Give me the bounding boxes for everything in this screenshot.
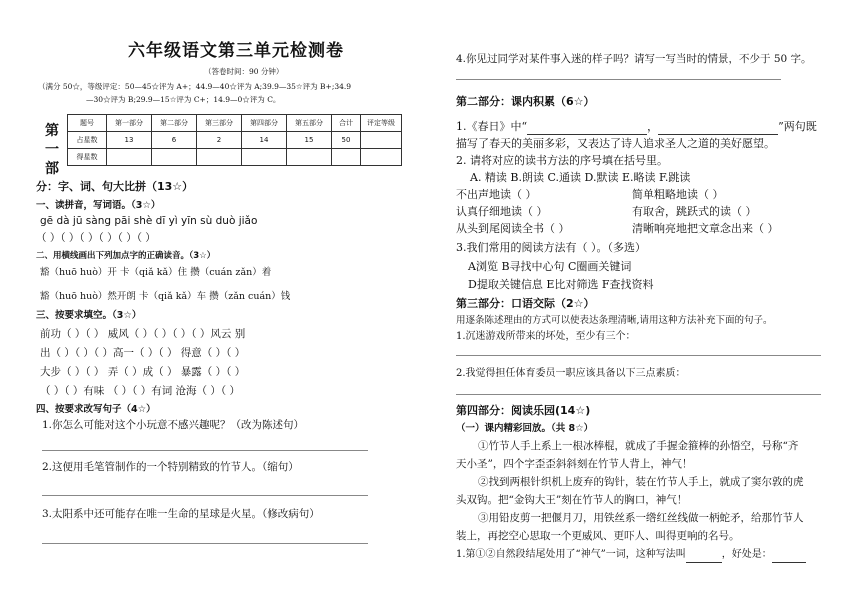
p2-q3-options: A浏览 B寻找中心句 C圈画关键词 <box>468 260 632 273</box>
p4-subtitle: （一）课内精彩回放。（共 8☆） <box>456 423 594 434</box>
q2-line[interactable]: 豁（huō huò）然开朗 卡（qiǎ kǎ）车 攒（zǎn cuán）钱 <box>40 291 291 302</box>
table-cell: 50 <box>332 132 361 149</box>
scoring-rule-2: —30☆评为 B;29.9—15☆评为 C+；14.9—0☆评为 C。 <box>86 95 281 104</box>
p2-q1-comma: ， <box>647 120 659 133</box>
table-cell: 14 <box>242 132 287 149</box>
score-input-cell[interactable] <box>197 149 242 166</box>
answer-line[interactable] <box>42 450 368 451</box>
part1-label-char: 第 <box>45 123 59 139</box>
table-header-cell: 第二部分 <box>152 115 197 132</box>
table-header-cell: 合计 <box>332 115 361 132</box>
pinyin-answer-blanks[interactable]: （ ）（ ）（ ）（ ）（ ）（ ） <box>36 232 156 244</box>
q4-item: 1.你怎么可能对这个小玩意不感兴趣呢？（改为陈述句） <box>42 419 305 431</box>
part1-title: 分：字、词、句大比拼（13☆） <box>36 180 194 193</box>
table-cell: 6 <box>152 132 197 149</box>
score-input-cell[interactable] <box>152 149 197 166</box>
reading-method-item[interactable]: 有取舍，跳跃式的读（ ） <box>632 205 757 218</box>
passage-line: ③用铅皮剪一把偃月刀，用铁丝系一绺红丝线做一柄蛇矛，给那竹节人 <box>478 512 804 524</box>
pinyin-line: gē dà jū sàng pāi shè dī yì yīn sù duò jiǎo <box>40 215 258 227</box>
q3-title: 三、按要求填空。（3☆） <box>36 310 142 321</box>
table-cell: 13 <box>107 132 152 149</box>
score-input-cell[interactable] <box>242 149 287 166</box>
q4-item: 4.你见过同学对某件事入迷的样子吗？请写一写当时的情景，不少于 50 字。 <box>456 53 812 65</box>
q2-title: 二、用横线画出下列加点字的正确读音。（3☆） <box>36 251 216 261</box>
q4-title: 四、按要求改写句子（4☆） <box>36 404 156 415</box>
p4-q1-line <box>456 548 806 563</box>
table-cell <box>361 132 402 149</box>
scoring-rule-1: （满分 50☆，等级评定：50—45☆评为 A+；44.9—40☆评为 A;39.9—35☆评为 B+;34.9 <box>38 82 352 91</box>
p2-q3-options: D提取关键信息 E比对筛选 F查找资料 <box>468 278 654 291</box>
passage-line: ②找到两根针织机上废弃的钩针，装在竹节人手上，就成了窦尔敦的虎 <box>478 476 804 488</box>
exam-duration: （答卷时间：90 分钟） <box>204 67 284 76</box>
p3-q2: 2.我觉得担任体育委员一职应该具备以下三点素质： <box>456 368 686 379</box>
score-input-cell[interactable] <box>287 149 332 166</box>
table-row <box>68 115 402 132</box>
score-input-cell[interactable] <box>332 149 361 166</box>
q1-title: 一、读拼音，写词语。（3☆） <box>36 200 161 211</box>
p2-q1-suffix: ”两句既 <box>778 120 817 133</box>
reading-method-item[interactable]: 简单粗略地读（ ） <box>632 188 724 201</box>
q4-item: 3.太阳系中还可能存在唯一生命的星球是火星。（修改病句） <box>42 508 320 520</box>
answer-line[interactable] <box>456 394 821 395</box>
reading-method-item[interactable]: 清晰响亮地把文章念出来（ ） <box>632 222 779 235</box>
part1-label-char: 一 <box>45 142 59 158</box>
answer-line[interactable] <box>456 355 821 356</box>
passage-line: 头双钩。把“金钩大王”刻在竹节人的胸口，神气！ <box>456 494 688 506</box>
p2-q1-cont: 描写了春天的美丽多彩，又表达了诗人追求圣人之道的美好愿望。 <box>456 137 775 150</box>
part3-title: 第三部分：口语交际（2☆） <box>456 297 595 310</box>
table-cell: 15 <box>287 132 332 149</box>
table-header-cell: 第五部分 <box>287 115 332 132</box>
answer-line[interactable] <box>42 543 368 544</box>
p3-q1: 1.沉迷游戏所带来的坏处，至少有三个： <box>456 331 636 342</box>
passage-line: ①竹节人手上系上一根冰棒棍，就成了手握金箍棒的孙悟空，号称“齐 <box>478 440 799 452</box>
p4-q1-text: 1.第①②自然段结尾处用了“神气”一词，这种写法叫 <box>456 549 686 560</box>
table-row <box>68 149 402 166</box>
p2-q3[interactable]: 3.我们常用的阅读方法有（ ）。（多选） <box>456 241 646 254</box>
reading-method-item[interactable]: 从头到尾阅读全书（ ） <box>456 222 570 235</box>
q3-line[interactable]: 前功（ ）（ ） 威风（ ）（ ）（ ）（ ）风云 别 <box>40 328 246 340</box>
technique-blank[interactable] <box>686 548 722 563</box>
table-row-label: 占星数 <box>68 132 107 149</box>
part1-label-char: 部 <box>45 161 59 177</box>
passage-line: 天小圣”，四个字歪歪斜斜刻在竹节人背上，神气！ <box>456 458 693 470</box>
score-table <box>67 114 402 166</box>
part2-title: 第二部分：课内积累（6☆） <box>456 95 595 108</box>
part4-title: 第四部分：阅读乐园(14☆) <box>456 404 591 417</box>
score-input-cell[interactable] <box>107 149 152 166</box>
passage-line: 装上，再挖空心思取一个更威风、更吓人、叫得更响的名号。 <box>456 530 740 542</box>
q4-item: 2.这便用毛笔管制作的一个特别精致的竹节人。（缩句） <box>42 461 299 473</box>
p2-q2: 2. 请将对应的读书方法的序号填在括号里。 <box>456 154 668 167</box>
table-row-label: 得星数 <box>68 149 107 166</box>
score-input-cell[interactable] <box>361 149 402 166</box>
benefit-blank[interactable] <box>772 548 806 563</box>
table-cell: 2 <box>197 132 242 149</box>
q3-line[interactable]: 出（ ）（ ）（ ）高一（ ）（ ） 得意（ ）（ ） <box>40 347 246 359</box>
table-header-cell: 第三部分 <box>197 115 242 132</box>
poem-blank-2[interactable] <box>658 120 778 135</box>
p4-q1-text-tail: ，好处是： <box>721 549 772 560</box>
p2-q1-prefix: 1.《春日》中“ <box>456 120 528 133</box>
answer-line[interactable] <box>42 495 368 496</box>
reading-method-item[interactable]: 不出声地读（ ） <box>456 188 537 201</box>
p3-intro: 用逐条陈述理由的方式可以使表达条理清晰,请用这种方法补充下面的句子。 <box>456 315 773 326</box>
table-header-cell: 题号 <box>68 115 107 132</box>
table-header-cell: 评定等级 <box>361 115 402 132</box>
poem-blank-1[interactable] <box>527 120 647 135</box>
p2-q1-line <box>456 120 817 135</box>
page-title: 六年级语文第三单元检测卷 <box>128 41 344 61</box>
reading-method-item[interactable]: 认真仔细地读（ ） <box>456 205 548 218</box>
table-header-cell: 第四部分 <box>242 115 287 132</box>
answer-line[interactable] <box>456 79 781 80</box>
q3-line[interactable]: 大步（ ）（ ） 弄（ ）成（ ） 暴露（ ）（ ） <box>40 366 246 378</box>
q2-line[interactable]: 豁（huō huò）开 卡（qiǎ kǎ）住 攒（cuán zǎn）着 <box>40 267 272 278</box>
table-header-cell: 第一部分 <box>107 115 152 132</box>
table-row <box>68 132 402 149</box>
q3-line[interactable]: （ ）（ ）有味 （ ）（ ）有词 沧海（ ）（ ） <box>40 385 240 397</box>
reading-method-options: A. 精读 B.朗读 C.通读 D.默读 E.略读 F.跳读 <box>470 171 691 184</box>
